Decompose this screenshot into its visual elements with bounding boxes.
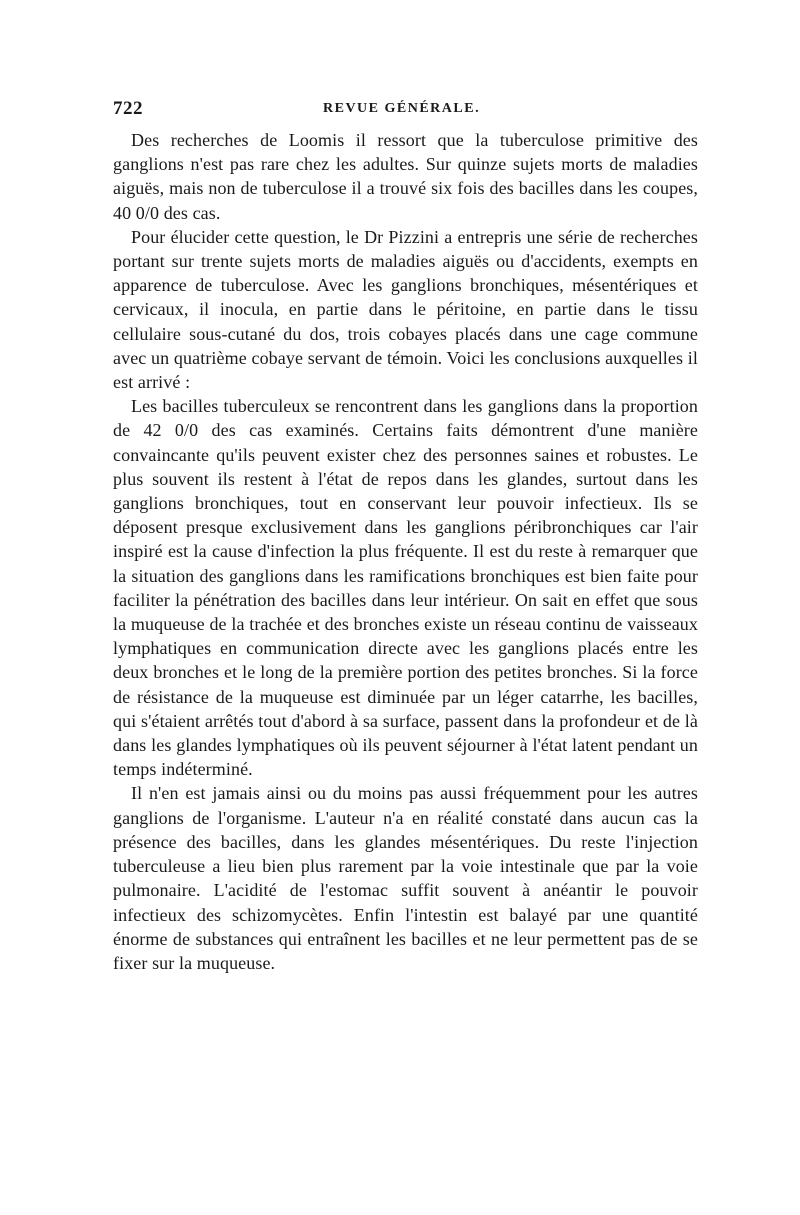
paragraph-autres-ganglions: Il n'en est jamais ainsi ou du moins pas aussi fréquemment pour les autres ganglions de l'organisme. L'auteur n'a en réalité constaté dans aucun cas la présence des bacilles, dans les glandes mésentériques. Du reste l'injection tuberculeuse a lieu bien plus rarement par la voie intestinale que par la voie pulmonaire. L'acidité de l'estomac suffit souvent à anéantir le pouvoir infectieux des schizomycètes. Enfin l'intestin est balayé par une quantité énorme de substances qui entraînent les bacilles et ne leur permettent pas de se fixer sur la muqueuse.: [113, 783, 698, 973]
paragraph-bacilles: Les bacilles tuberculeux se rencontrent dans les ganglions dans la proportion de 42 0/0 des cas examinés. Certains faits démontrent d'une manière convaincante qu'ils peuvent exister chez des personnes saines et robustes. Le plus souvent ils restent à l'état de repos dans les glandes, surtout dans les ganglions bronchiques, tout en conservant leur pouvoir infectieux. Ils se déposent presque exclusivement dans les ganglions péribronchiques car l'air inspiré est la cause d'infection la plus fréquente. Il est du reste à remarquer que la situation des ganglions dans les ramifications bronchiques est bien faite pour faciliter la pénétration des bacilles dans leur intérieur. On sait en effet que sous la muqueuse de la trachée et des bronches existe un réseau continu de vaisseaux lymphatiques en communication directe avec les ganglions placés entre les deux bronches et le long de la première portion des petites bronches. Si la force de résistance de la muqueuse est diminuée par un léger catarrhe, les bacilles, qui s'étaient arrêtés tout d'abord à sa surface, passent dans la profondeur et de là dans les glandes lymphatiques où ils peuvent séjourner à l'état latent pendant un temps indéterminé.: [113, 396, 698, 780]
paragraph-loomis: Des recherches de Loomis il ressort que la tuberculose primitive des ganglions n'est pas rare chez les adultes. Sur quinze sujets morts de maladies aiguës, mais non de tuberculose il a trouvé six fois des bacilles dans les coupes, 40 0/0 des cas.: [113, 130, 698, 223]
running-head: REVUE GÉNÉRALE.: [323, 101, 481, 116]
page-header: [113, 98, 698, 122]
paragraph-pizzini: Pour élucider cette question, le Dr Pizzini a entrepris une série de recherches portant sur trente sujets morts de maladies aiguës ou d'accidents, exempts en apparence de tuberculose. Avec les ganglions bronchiques, mésentériques et cervicaux, il inocula, en partie dans le péritoine, en partie dans le tissu cellulaire sous-cutané du dos, trois cobayes placés dans une cage commune avec un quatrième cobaye servant de témoin. Voici les conclusions auxquelles il est arrivé :: [113, 226, 698, 393]
body-text: [113, 128, 698, 975]
page-number: 722: [113, 98, 143, 119]
